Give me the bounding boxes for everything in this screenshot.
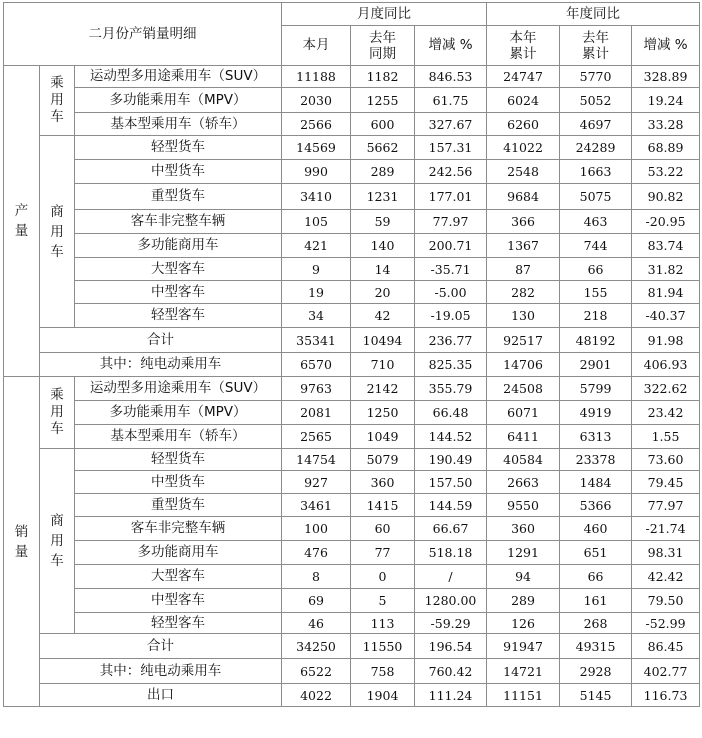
production-commercial-category-label <box>40 136 75 328</box>
cell-this-year-cumulative: 87 <box>487 258 560 281</box>
cell-last-year-same-period: 59 <box>351 210 415 234</box>
cell-last-year-cumulative: 744 <box>560 234 632 258</box>
cell-last-year-same-period: 600 <box>351 113 415 136</box>
total-row <box>4 659 700 684</box>
table-row <box>4 471 700 494</box>
cell-yearly-change: 68.89 <box>632 136 700 160</box>
col-header-this-month: 本月 <box>282 26 351 66</box>
total-row <box>4 634 700 659</box>
cell-yearly-change: 81.94 <box>632 281 700 304</box>
cell-this-month: 990 <box>282 160 351 184</box>
table-row <box>4 589 700 613</box>
cell-this-month: 9763 <box>282 377 351 401</box>
cell-last-year-cumulative: 49315 <box>560 634 632 659</box>
cell-yearly-change: 1.55 <box>632 425 700 449</box>
cell-this-month: 927 <box>282 471 351 494</box>
cell-last-year-cumulative: 155 <box>560 281 632 304</box>
cell-this-year-cumulative: 126 <box>487 613 560 634</box>
table-row <box>4 184 700 210</box>
cell-yearly-change: 31.82 <box>632 258 700 281</box>
cell-last-year-cumulative: 6313 <box>560 425 632 449</box>
cell-last-year-same-period: 1231 <box>351 184 415 210</box>
monthly-group-header: 月度同比 <box>282 3 487 26</box>
cell-yearly-change: -52.99 <box>632 613 700 634</box>
vehicle-type-name: 基本型乘用车（轿车） <box>75 425 282 449</box>
cell-this-month: 3410 <box>282 184 351 210</box>
cell-this-year-cumulative: 40584 <box>487 449 560 471</box>
cell-this-month: 11188 <box>282 66 351 88</box>
cell-monthly-change: 200.71 <box>415 234 487 258</box>
cell-yearly-change: -20.95 <box>632 210 700 234</box>
cell-this-month: 46 <box>282 613 351 634</box>
cell-yearly-change: 90.82 <box>632 184 700 210</box>
cell-yearly-change: 33.28 <box>632 113 700 136</box>
cell-last-year-cumulative: 5770 <box>560 66 632 88</box>
cell-this-month: 34 <box>282 304 351 328</box>
cell-this-year-cumulative: 6024 <box>487 88 560 113</box>
cell-this-month: 476 <box>282 541 351 565</box>
vehicle-type-name: 大型客车 <box>75 565 282 589</box>
cell-yearly-change: 19.24 <box>632 88 700 113</box>
cell-this-year-cumulative: 1367 <box>487 234 560 258</box>
production-commercial-category-label-char: 车 <box>50 243 64 260</box>
header-row-groups <box>4 3 700 26</box>
cell-this-year-cumulative: 6260 <box>487 113 560 136</box>
cell-this-year-cumulative: 6071 <box>487 401 560 425</box>
cell-this-year-cumulative: 2663 <box>487 471 560 494</box>
cell-this-month: 2566 <box>282 113 351 136</box>
production-passenger-category-label-char: 乘 <box>50 75 64 91</box>
cell-last-year-cumulative: 24289 <box>560 136 632 160</box>
cell-monthly-change: -19.05 <box>415 304 487 328</box>
cell-this-month: 6570 <box>282 353 351 377</box>
sales-commercial-category-label-char: 用 <box>50 533 64 549</box>
table-row <box>4 517 700 541</box>
vehicle-type-name: 多功能乘用车（MPV） <box>75 401 282 425</box>
cell-last-year-cumulative: 651 <box>560 541 632 565</box>
cell-yearly-change: 328.89 <box>632 66 700 88</box>
col-header-last-year-same-period <box>351 26 415 66</box>
cell-last-year-cumulative: 5799 <box>560 377 632 401</box>
cell-last-year-same-period: 0 <box>351 565 415 589</box>
total-row <box>4 684 700 707</box>
cell-this-month: 69 <box>282 589 351 613</box>
cell-last-year-same-period: 77 <box>351 541 415 565</box>
cell-last-year-same-period: 10494 <box>351 328 415 353</box>
cell-last-year-cumulative: 5052 <box>560 88 632 113</box>
cell-this-month: 19 <box>282 281 351 304</box>
cell-yearly-change: 402.77 <box>632 659 700 684</box>
cell-last-year-same-period: 11550 <box>351 634 415 659</box>
col-header-last-year-cumulative <box>560 26 632 66</box>
cell-this-month: 9 <box>282 258 351 281</box>
cell-yearly-change: 53.22 <box>632 160 700 184</box>
col-header-this-year-cumulative <box>487 26 560 66</box>
cell-last-year-same-period: 2142 <box>351 377 415 401</box>
table-row <box>4 613 700 634</box>
cell-monthly-change: / <box>415 565 487 589</box>
cell-last-year-same-period: 60 <box>351 517 415 541</box>
sales-passenger-category-label-char: 用 <box>50 404 64 420</box>
cell-last-year-same-period: 1182 <box>351 66 415 88</box>
cell-yearly-change: 77.97 <box>632 494 700 517</box>
cell-yearly-change: 91.98 <box>632 328 700 353</box>
cell-last-year-cumulative: 1663 <box>560 160 632 184</box>
vehicle-type-name: 中型客车 <box>75 589 282 613</box>
sales-section-label-char: 销 <box>14 523 29 540</box>
cell-yearly-change: 406.93 <box>632 353 700 377</box>
cell-monthly-change: 77.97 <box>415 210 487 234</box>
cell-monthly-change: 1280.00 <box>415 589 487 613</box>
sales-passenger-category-label <box>40 377 75 449</box>
cell-last-year-cumulative: 161 <box>560 589 632 613</box>
cell-yearly-change: 83.74 <box>632 234 700 258</box>
vehicle-type-name: 客车非完整车辆 <box>75 210 282 234</box>
vehicle-type-name: 多功能商用车 <box>75 234 282 258</box>
cell-yearly-change: 42.42 <box>632 565 700 589</box>
cell-last-year-cumulative: 5366 <box>560 494 632 517</box>
cell-monthly-change: 157.31 <box>415 136 487 160</box>
sales-passenger-category-label-char: 乘 <box>50 387 64 403</box>
total-row-label: 合计 <box>40 328 282 353</box>
cell-last-year-same-period: 5079 <box>351 449 415 471</box>
cell-yearly-change: -40.37 <box>632 304 700 328</box>
cell-this-year-cumulative: 11151 <box>487 684 560 707</box>
cell-monthly-change: 846.53 <box>415 66 487 88</box>
table-row <box>4 281 700 304</box>
cell-monthly-change: 825.35 <box>415 353 487 377</box>
production-passenger-category-label-char: 用 <box>50 92 64 108</box>
cell-last-year-same-period: 42 <box>351 304 415 328</box>
production-section-label-char: 产 <box>14 203 29 219</box>
sales-commercial-category-label-char: 车 <box>50 553 64 569</box>
table-row <box>4 136 700 160</box>
cell-last-year-same-period: 289 <box>351 160 415 184</box>
col-header-yearly-change: 增减 % <box>632 26 700 66</box>
cell-last-year-cumulative: 2928 <box>560 659 632 684</box>
col-header-line: 累计 <box>509 45 537 62</box>
cell-monthly-change: 327.67 <box>415 113 487 136</box>
cell-yearly-change: 73.60 <box>632 449 700 471</box>
cell-yearly-change: -21.74 <box>632 517 700 541</box>
cell-monthly-change: 242.56 <box>415 160 487 184</box>
cell-this-month: 100 <box>282 517 351 541</box>
cell-this-year-cumulative: 91947 <box>487 634 560 659</box>
vehicle-type-name: 轻型货车 <box>75 136 282 160</box>
vehicle-type-name: 轻型客车 <box>75 304 282 328</box>
cell-monthly-change: 144.52 <box>415 425 487 449</box>
table-row <box>4 234 700 258</box>
cell-this-month: 4022 <box>282 684 351 707</box>
cell-this-year-cumulative: 24747 <box>487 66 560 88</box>
table-row <box>4 304 700 328</box>
vehicle-type-name: 多功能乘用车（MPV） <box>75 88 282 113</box>
vehicle-type-name: 多功能商用车 <box>75 541 282 565</box>
cell-this-month: 105 <box>282 210 351 234</box>
cell-monthly-change: 157.50 <box>415 471 487 494</box>
cell-monthly-change: -5.00 <box>415 281 487 304</box>
sales-section-label-char: 量 <box>14 543 29 560</box>
production-section-label <box>4 66 40 377</box>
table-row <box>4 541 700 565</box>
total-row-label: 出口 <box>40 684 282 707</box>
cell-this-month: 8 <box>282 565 351 589</box>
cell-this-month: 35341 <box>282 328 351 353</box>
cell-this-year-cumulative: 1291 <box>487 541 560 565</box>
cell-this-year-cumulative: 366 <box>487 210 560 234</box>
cell-yearly-change: 23.42 <box>632 401 700 425</box>
total-row <box>4 328 700 353</box>
cell-monthly-change: 760.42 <box>415 659 487 684</box>
yearly-group-header: 年度同比 <box>487 3 700 26</box>
cell-last-year-same-period: 20 <box>351 281 415 304</box>
production-sales-table-document <box>3 2 699 707</box>
cell-last-year-same-period: 5 <box>351 589 415 613</box>
col-header-line: 去年 <box>582 29 610 46</box>
cell-last-year-cumulative: 23378 <box>560 449 632 471</box>
total-row-label: 合计 <box>40 634 282 659</box>
cell-monthly-change: -59.29 <box>415 613 487 634</box>
cell-last-year-same-period: 1250 <box>351 401 415 425</box>
table-row <box>4 258 700 281</box>
cell-monthly-change: 61.75 <box>415 88 487 113</box>
vehicle-type-name: 基本型乘用车（轿车） <box>75 113 282 136</box>
table-row <box>4 210 700 234</box>
cell-this-year-cumulative: 6411 <box>487 425 560 449</box>
cell-last-year-cumulative: 463 <box>560 210 632 234</box>
cell-this-year-cumulative: 289 <box>487 589 560 613</box>
cell-last-year-same-period: 140 <box>351 234 415 258</box>
cell-yearly-change: 79.45 <box>632 471 700 494</box>
vehicle-type-name: 轻型客车 <box>75 613 282 634</box>
vehicle-type-name: 重型货车 <box>75 494 282 517</box>
table-row <box>4 113 700 136</box>
cell-yearly-change: 98.31 <box>632 541 700 565</box>
production-section-label-char: 量 <box>14 223 29 239</box>
cell-this-month: 34250 <box>282 634 351 659</box>
table-row <box>4 377 700 401</box>
cell-monthly-change: 177.01 <box>415 184 487 210</box>
sales-commercial-category-label <box>40 449 75 634</box>
cell-this-year-cumulative: 9550 <box>487 494 560 517</box>
cell-last-year-cumulative: 1484 <box>560 471 632 494</box>
cell-this-year-cumulative: 14706 <box>487 353 560 377</box>
cell-this-year-cumulative: 2548 <box>487 160 560 184</box>
cell-this-month: 2030 <box>282 88 351 113</box>
total-row-label: 其中：纯电动乘用车 <box>40 353 282 377</box>
cell-this-year-cumulative: 360 <box>487 517 560 541</box>
cell-last-year-same-period: 113 <box>351 613 415 634</box>
total-row-label: 其中：纯电动乘用车 <box>40 659 282 684</box>
cell-last-year-same-period: 1904 <box>351 684 415 707</box>
production-sales-table <box>3 2 700 707</box>
vehicle-type-name: 重型货车 <box>75 184 282 210</box>
cell-this-year-cumulative: 24508 <box>487 377 560 401</box>
cell-last-year-cumulative: 66 <box>560 258 632 281</box>
cell-this-month: 2081 <box>282 401 351 425</box>
cell-this-year-cumulative: 41022 <box>487 136 560 160</box>
cell-last-year-cumulative: 5145 <box>560 684 632 707</box>
cell-last-year-cumulative: 48192 <box>560 328 632 353</box>
cell-last-year-same-period: 758 <box>351 659 415 684</box>
cell-last-year-same-period: 1049 <box>351 425 415 449</box>
table-row <box>4 88 700 113</box>
cell-last-year-cumulative: 268 <box>560 613 632 634</box>
table-title: 二月份产销量明细 <box>4 3 282 66</box>
cell-last-year-cumulative: 5075 <box>560 184 632 210</box>
col-header-monthly-change: 增减 % <box>415 26 487 66</box>
vehicle-type-name: 轻型货车 <box>75 449 282 471</box>
table-row <box>4 66 700 88</box>
cell-yearly-change: 322.62 <box>632 377 700 401</box>
cell-monthly-change: 196.54 <box>415 634 487 659</box>
vehicle-type-name: 运动型多用途乘用车（SUV） <box>75 66 282 88</box>
col-header-line: 同期 <box>369 45 397 62</box>
col-header-line: 累计 <box>582 45 610 62</box>
cell-monthly-change: 111.24 <box>415 684 487 707</box>
cell-this-month: 14569 <box>282 136 351 160</box>
cell-last-year-same-period: 710 <box>351 353 415 377</box>
cell-monthly-change: -35.71 <box>415 258 487 281</box>
cell-this-month: 14754 <box>282 449 351 471</box>
cell-last-year-same-period: 1255 <box>351 88 415 113</box>
cell-this-year-cumulative: 9684 <box>487 184 560 210</box>
table-row <box>4 160 700 184</box>
cell-last-year-same-period: 14 <box>351 258 415 281</box>
cell-monthly-change: 144.59 <box>415 494 487 517</box>
production-passenger-category-label <box>40 66 75 136</box>
cell-this-year-cumulative: 282 <box>487 281 560 304</box>
table-row <box>4 401 700 425</box>
vehicle-type-name: 中型货车 <box>75 471 282 494</box>
vehicle-type-name: 中型货车 <box>75 160 282 184</box>
cell-monthly-change: 355.79 <box>415 377 487 401</box>
cell-last-year-cumulative: 2901 <box>560 353 632 377</box>
sales-section-label <box>4 377 40 707</box>
production-passenger-category-label-char: 车 <box>50 109 64 125</box>
cell-this-year-cumulative: 92517 <box>487 328 560 353</box>
cell-last-year-same-period: 1415 <box>351 494 415 517</box>
table-row <box>4 494 700 517</box>
cell-yearly-change: 116.73 <box>632 684 700 707</box>
col-header-line: 去年 <box>369 29 397 46</box>
vehicle-type-name: 客车非完整车辆 <box>75 517 282 541</box>
col-header-line: 本年 <box>509 29 537 46</box>
cell-this-month: 3461 <box>282 494 351 517</box>
sales-commercial-category-label-char: 商 <box>50 513 64 529</box>
cell-this-month: 421 <box>282 234 351 258</box>
vehicle-type-name: 中型客车 <box>75 281 282 304</box>
cell-this-year-cumulative: 130 <box>487 304 560 328</box>
cell-monthly-change: 66.67 <box>415 517 487 541</box>
cell-this-month: 6522 <box>282 659 351 684</box>
cell-last-year-cumulative: 66 <box>560 565 632 589</box>
cell-yearly-change: 86.45 <box>632 634 700 659</box>
table-row <box>4 449 700 471</box>
cell-last-year-cumulative: 4697 <box>560 113 632 136</box>
cell-this-year-cumulative: 14721 <box>487 659 560 684</box>
total-row <box>4 353 700 377</box>
cell-monthly-change: 518.18 <box>415 541 487 565</box>
cell-last-year-cumulative: 460 <box>560 517 632 541</box>
production-commercial-category-label-char: 用 <box>50 223 64 240</box>
vehicle-type-name: 大型客车 <box>75 258 282 281</box>
cell-monthly-change: 236.77 <box>415 328 487 353</box>
sales-passenger-category-label-char: 车 <box>50 421 64 437</box>
cell-monthly-change: 66.48 <box>415 401 487 425</box>
cell-last-year-cumulative: 4919 <box>560 401 632 425</box>
production-commercial-category-label-char: 商 <box>50 203 64 220</box>
vehicle-type-name: 运动型多用途乘用车（SUV） <box>75 377 282 401</box>
cell-this-month: 2565 <box>282 425 351 449</box>
table-row <box>4 565 700 589</box>
cell-this-year-cumulative: 94 <box>487 565 560 589</box>
cell-monthly-change: 190.49 <box>415 449 487 471</box>
table-row <box>4 425 700 449</box>
cell-last-year-same-period: 5662 <box>351 136 415 160</box>
cell-yearly-change: 79.50 <box>632 589 700 613</box>
cell-last-year-same-period: 360 <box>351 471 415 494</box>
cell-last-year-cumulative: 218 <box>560 304 632 328</box>
